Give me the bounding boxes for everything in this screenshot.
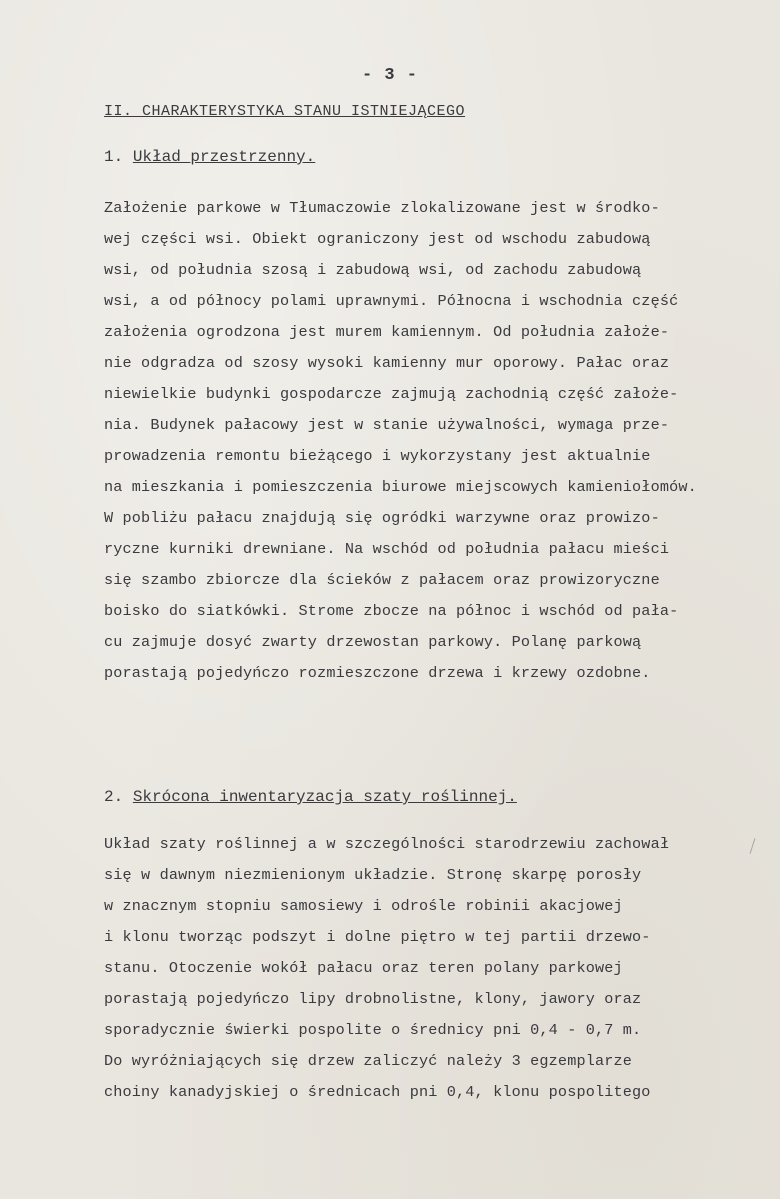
text-line: na mieszkania i pomieszczenia biurowe miejscowych kamieniołomów. [104, 478, 697, 496]
text-line: porastają pojedyńczo lipy drobnolistne, klony, jawory oraz [104, 990, 642, 1008]
text-line: Do wyróżniających się drzew zaliczyć należy 3 egzemplarze [104, 1052, 633, 1070]
text-line: w znacznym stopniu samosiewy i odrośle robinii akacjowej [104, 897, 623, 915]
text-line: i klonu tworząc podszyt i dolne piętro w tej partii drzewo- [104, 928, 651, 946]
section-number: 1. [104, 148, 124, 166]
text-line: sporadycznie świerki pospolite o średnicy pni 0,4 - 0,7 m. [104, 1021, 642, 1039]
section-title: Układ przestrzenny. [132, 148, 316, 166]
text-line: Układ szaty roślinnej a w szczególności starodrzewiu zachował [104, 835, 670, 853]
text-line: W pobliżu pałacu znajdują się ogródki warzywne oraz prowizo- [104, 509, 660, 527]
section-number: 2. [104, 788, 124, 806]
chapter-heading: II. CHARAKTERYSTYKA STANU ISTNIEJĄCEGO [104, 103, 466, 120]
page-number: - 3 - [361, 66, 418, 85]
section-1-paragraph [104, 193, 764, 689]
text-line: cu zajmuje dosyć zwarty drzewostan parkowy. Polanę parkową [104, 633, 642, 651]
section-2-paragraph [104, 829, 764, 1108]
section-heading-1 [104, 148, 315, 166]
text-line: się w dawnym niezmienionym układzie. Stronę skarpę porosły [104, 866, 642, 884]
text-line: wsi, a od północy polami uprawnymi. Północna i wschodnia część [104, 292, 679, 310]
text-line: Założenie parkowe w Tłumaczowie zlokalizowane jest w środko- [104, 199, 660, 217]
text-line: założenia ogrodzona jest murem kamiennym. Od południa założe- [104, 323, 670, 341]
section-heading-2 [104, 788, 517, 806]
text-line: się szambo zbiorcze dla ścieków z pałacem oraz prowizoryczne [104, 571, 660, 589]
text-line: prowadzenia remontu bieżącego i wykorzystany jest aktualnie [104, 447, 651, 465]
text-line: nia. Budynek pałacowy jest w stanie używalności, wymaga prze- [104, 416, 670, 434]
text-line: ryczne kurniki drewniane. Na wschód od południa pałacu mieści [104, 540, 670, 558]
text-line: niewielkie budynki gospodarcze zajmują zachodnią część założe- [104, 385, 679, 403]
text-line: wej części wsi. Obiekt ograniczony jest od wschodu zabudową [104, 230, 651, 248]
text-line: wsi, od południa szosą i zabudową wsi, od zachodu zabudową [104, 261, 642, 279]
section-title: Skrócona inwentaryzacja szaty roślinnej. [132, 788, 517, 806]
text-line: boisko do siatkówki. Strome zbocze na północ i wschód od pała- [104, 602, 679, 620]
text-line: nie odgradza od szosy wysoki kamienny mur oporowy. Pałac oraz [104, 354, 670, 372]
text-line: stanu. Otoczenie wokół pałacu oraz teren polany parkowej [104, 959, 623, 977]
text-line: choiny kanadyjskiej o średnicach pni 0,4, klonu pospolitego [104, 1083, 651, 1101]
text-line: porastają pojedyńczo rozmieszczone drzewa i krzewy ozdobne. [104, 664, 651, 682]
